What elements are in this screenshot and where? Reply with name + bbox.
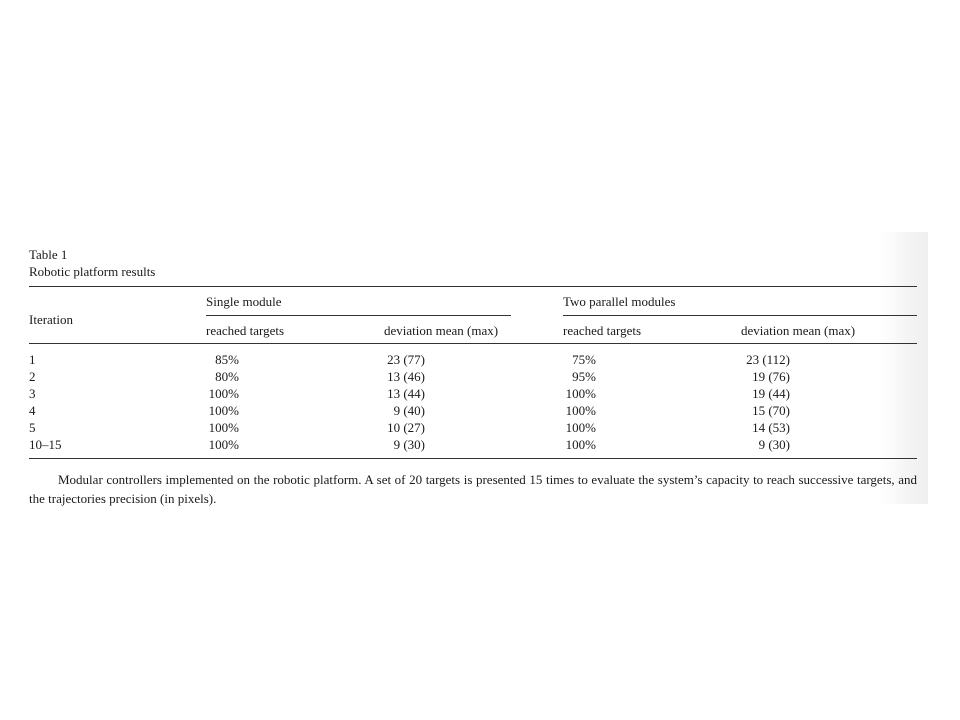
row-5-parallel-deviation: 14 (53) bbox=[752, 420, 790, 435]
row-6-iteration: 10–15 bbox=[29, 437, 62, 452]
row-3-parallel-deviation: 19 (44) bbox=[752, 386, 790, 401]
header-single-deviation: deviation mean (max) bbox=[384, 323, 499, 338]
row-5-single-deviation: 10 (27) bbox=[387, 420, 425, 435]
row-1-single-deviation: 23 (77) bbox=[387, 352, 425, 367]
header-parallel-reached: reached targets bbox=[563, 323, 642, 338]
row-4-single-reached: 100% bbox=[208, 403, 239, 418]
single-group-rule bbox=[206, 315, 511, 316]
header-single-reached: reached targets bbox=[206, 323, 285, 338]
header-bottom-rule bbox=[29, 343, 917, 344]
table-footnote: Modular controllers implemented on the robotic platform. A set of 20 targets is presented 15 times to evaluate the system’s capacity to reach successive targets, and the trajectories precision (in pixels). bbox=[29, 472, 917, 506]
parallel-group-rule bbox=[563, 315, 917, 316]
table-number: Table 1 bbox=[29, 247, 68, 262]
row-2-iteration: 2 bbox=[29, 369, 36, 384]
header-iteration: Iteration bbox=[29, 312, 74, 327]
row-2-parallel-reached: 95% bbox=[572, 369, 596, 384]
table-title: Robotic platform results bbox=[29, 264, 156, 279]
results-table bbox=[29, 246, 917, 506]
row-5-iteration: 5 bbox=[29, 420, 36, 435]
row-1-parallel-reached: 75% bbox=[572, 352, 596, 367]
header-group-single: Single module bbox=[206, 294, 282, 309]
row-5-parallel-reached: 100% bbox=[565, 420, 596, 435]
row-1-single-reached: 85% bbox=[215, 352, 239, 367]
row-3-iteration: 3 bbox=[29, 386, 36, 401]
row-6-parallel-deviation: 9 (30) bbox=[758, 437, 790, 452]
row-1-iteration: 1 bbox=[29, 352, 36, 367]
row-6-single-deviation: 9 (30) bbox=[393, 437, 425, 452]
row-6-parallel-reached: 100% bbox=[565, 437, 596, 452]
row-4-parallel-deviation: 15 (70) bbox=[752, 403, 790, 418]
row-3-single-reached: 100% bbox=[208, 386, 239, 401]
table-top-rule bbox=[29, 286, 917, 287]
row-4-parallel-reached: 100% bbox=[565, 403, 596, 418]
row-2-single-reached: 80% bbox=[215, 369, 239, 384]
header-group-parallel: Two parallel modules bbox=[563, 294, 676, 309]
row-4-iteration: 4 bbox=[29, 403, 36, 418]
row-4-single-deviation: 9 (40) bbox=[393, 403, 425, 418]
row-1-parallel-deviation: 23 (112) bbox=[746, 352, 790, 367]
row-2-parallel-deviation: 19 (76) bbox=[752, 369, 790, 384]
row-5-single-reached: 100% bbox=[208, 420, 239, 435]
row-6-single-reached: 100% bbox=[208, 437, 239, 452]
row-3-single-deviation: 13 (44) bbox=[387, 386, 425, 401]
header-parallel-deviation: deviation mean (max) bbox=[741, 323, 856, 338]
row-2-single-deviation: 13 (46) bbox=[387, 369, 425, 384]
row-3-parallel-reached: 100% bbox=[565, 386, 596, 401]
table-bottom-rule bbox=[29, 458, 917, 459]
